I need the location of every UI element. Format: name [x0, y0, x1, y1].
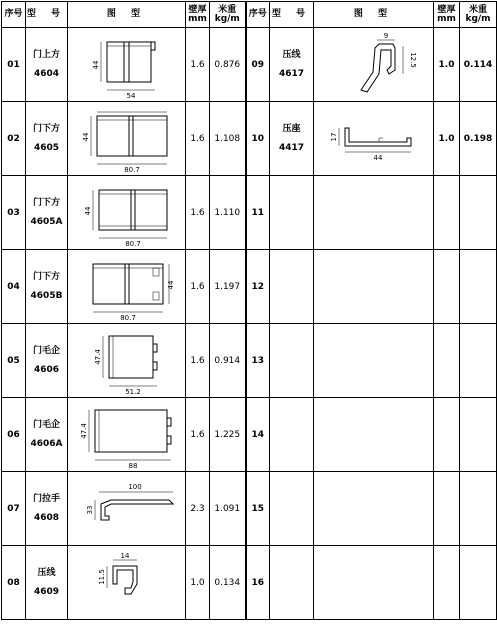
profile-drawing-4417 — [315, 104, 433, 174]
profile-figure — [68, 398, 186, 472]
catalog-sheet — [1, 1, 496, 625]
table-row — [2, 102, 497, 176]
svg-text:44: 44 — [166, 280, 175, 289]
wall-cell — [434, 176, 460, 250]
svg-text:44: 44 — [81, 132, 90, 141]
profile-drawing-4606 — [69, 326, 185, 396]
model-cell: 门下方 4605 — [26, 102, 68, 176]
model-cell — [270, 250, 314, 324]
model-cell — [270, 472, 314, 546]
profile-figure — [314, 102, 434, 176]
weight-cell — [460, 546, 497, 620]
model-cell: 压线 4617 — [270, 28, 314, 102]
wall-cell — [434, 398, 460, 472]
svg-text:14: 14 — [120, 551, 129, 560]
profile-drawing-4605B — [69, 252, 185, 322]
seq-cell: 14 — [246, 398, 270, 472]
profile-figure — [68, 324, 186, 398]
wall-cell: 1.6 — [186, 102, 210, 176]
table-row — [2, 176, 497, 250]
weight-cell — [460, 176, 497, 250]
wall-cell — [434, 472, 460, 546]
seq-cell: 04 — [2, 250, 26, 324]
wall-cell: 1.0 — [434, 102, 460, 176]
profile-figure — [68, 472, 186, 546]
svg-text:11.5: 11.5 — [97, 568, 106, 585]
svg-text:88: 88 — [128, 461, 137, 470]
header-model-right: 型 号 — [270, 2, 314, 28]
seq-cell: 12 — [246, 250, 270, 324]
profile-figure — [68, 250, 186, 324]
wall-cell: 2.3 — [186, 472, 210, 546]
model-cell: 门下方 4605A — [26, 176, 68, 250]
header-wall-right: 壁厚 mm — [434, 2, 460, 28]
weight-cell: 1.110 — [210, 176, 246, 250]
table-row — [2, 28, 497, 102]
profile-figure — [68, 28, 186, 102]
profile-drawing-4604 — [69, 30, 185, 100]
table-row — [2, 250, 497, 324]
profile-figure — [68, 176, 186, 250]
profile-figure — [314, 176, 434, 250]
table-row — [2, 324, 497, 398]
profile-figure — [314, 250, 434, 324]
weight-cell — [460, 324, 497, 398]
seq-cell: 15 — [246, 472, 270, 546]
wall-cell: 1.6 — [186, 176, 210, 250]
table-row — [2, 472, 497, 546]
svg-text:12.5: 12.5 — [408, 51, 417, 68]
profile-figure — [314, 28, 434, 102]
profile-figure — [68, 546, 186, 620]
wall-cell — [434, 324, 460, 398]
svg-text:80.7: 80.7 — [119, 313, 136, 322]
table-row — [2, 398, 497, 472]
seq-cell: 06 — [2, 398, 26, 472]
svg-text:51.2: 51.2 — [124, 387, 141, 396]
profile-figure — [68, 102, 186, 176]
weight-cell — [460, 398, 497, 472]
weight-cell — [460, 250, 497, 324]
svg-text:44: 44 — [91, 60, 100, 69]
model-cell: 门上方 4604 — [26, 28, 68, 102]
profile-figure — [314, 398, 434, 472]
header-model: 型 号 — [26, 2, 68, 28]
header-weight-right: 米重 kg/m — [460, 2, 497, 28]
weight-cell: 0.198 — [460, 102, 497, 176]
model-cell: 压座 4417 — [270, 102, 314, 176]
header-figure: 图 型 — [68, 2, 186, 28]
weight-cell — [460, 472, 497, 546]
model-cell — [270, 324, 314, 398]
wall-cell — [434, 250, 460, 324]
svg-text:44: 44 — [373, 153, 382, 162]
seq-cell: 11 — [246, 176, 270, 250]
header-wall: 壁厚 mm — [186, 2, 210, 28]
model-cell: 门毛企 4606A — [26, 398, 68, 472]
model-cell — [270, 176, 314, 250]
weight-cell: 0.914 — [210, 324, 246, 398]
profile-drawing-4605 — [69, 104, 185, 174]
profile-catalog-table — [1, 1, 497, 620]
svg-text:44: 44 — [83, 206, 92, 215]
header-seq: 序号 — [2, 2, 26, 28]
model-cell — [270, 398, 314, 472]
header-figure-right: 图 型 — [314, 2, 434, 28]
svg-text:47.4: 47.4 — [93, 348, 102, 365]
weight-cell: 0.134 — [210, 546, 246, 620]
seq-cell: 01 — [2, 28, 26, 102]
weight-cell: 1.108 — [210, 102, 246, 176]
svg-text:80.7: 80.7 — [123, 165, 140, 174]
table-row — [2, 546, 497, 620]
profile-drawing-4608 — [69, 474, 185, 544]
wall-cell: 1.6 — [186, 398, 210, 472]
seq-cell: 05 — [2, 324, 26, 398]
profile-figure — [314, 472, 434, 546]
svg-text:9: 9 — [383, 31, 388, 40]
header-seq-right: 序号 — [246, 2, 270, 28]
wall-cell — [434, 546, 460, 620]
seq-cell: 13 — [246, 324, 270, 398]
weight-cell: 0.876 — [210, 28, 246, 102]
seq-cell: 08 — [2, 546, 26, 620]
svg-text:17: 17 — [329, 132, 338, 141]
profile-drawing-4609 — [69, 548, 185, 618]
model-cell: 压线 4609 — [26, 546, 68, 620]
header-weight: 米重 kg/m — [210, 2, 246, 28]
seq-cell: 03 — [2, 176, 26, 250]
model-cell: 门毛企 4606 — [26, 324, 68, 398]
header-row — [2, 2, 497, 28]
model-cell: 门下方 4605B — [26, 250, 68, 324]
wall-cell: 1.0 — [434, 28, 460, 102]
model-cell — [270, 546, 314, 620]
seq-cell: 16 — [246, 546, 270, 620]
model-cell: 门拉手 4608 — [26, 472, 68, 546]
weight-cell: 0.114 — [460, 28, 497, 102]
svg-text:33: 33 — [85, 505, 94, 514]
seq-cell: 10 — [246, 102, 270, 176]
profile-drawing-4606A — [69, 400, 185, 470]
profile-drawing-4605A — [69, 178, 185, 248]
wall-cell: 1.6 — [186, 28, 210, 102]
seq-cell: 02 — [2, 102, 26, 176]
svg-text:100: 100 — [127, 482, 142, 491]
profile-figure — [314, 324, 434, 398]
svg-text:80.7: 80.7 — [124, 239, 141, 248]
weight-cell: 1.091 — [210, 472, 246, 546]
weight-cell: 1.225 — [210, 398, 246, 472]
svg-text:47.4: 47.4 — [79, 422, 88, 439]
wall-cell: 1.6 — [186, 250, 210, 324]
seq-cell: 09 — [246, 28, 270, 102]
wall-cell: 1.6 — [186, 324, 210, 398]
weight-cell: 1.197 — [210, 250, 246, 324]
seq-cell: 07 — [2, 472, 26, 546]
profile-figure — [314, 546, 434, 620]
profile-drawing-4617 — [315, 30, 433, 100]
svg-text:54: 54 — [126, 91, 135, 100]
wall-cell: 1.0 — [186, 546, 210, 620]
